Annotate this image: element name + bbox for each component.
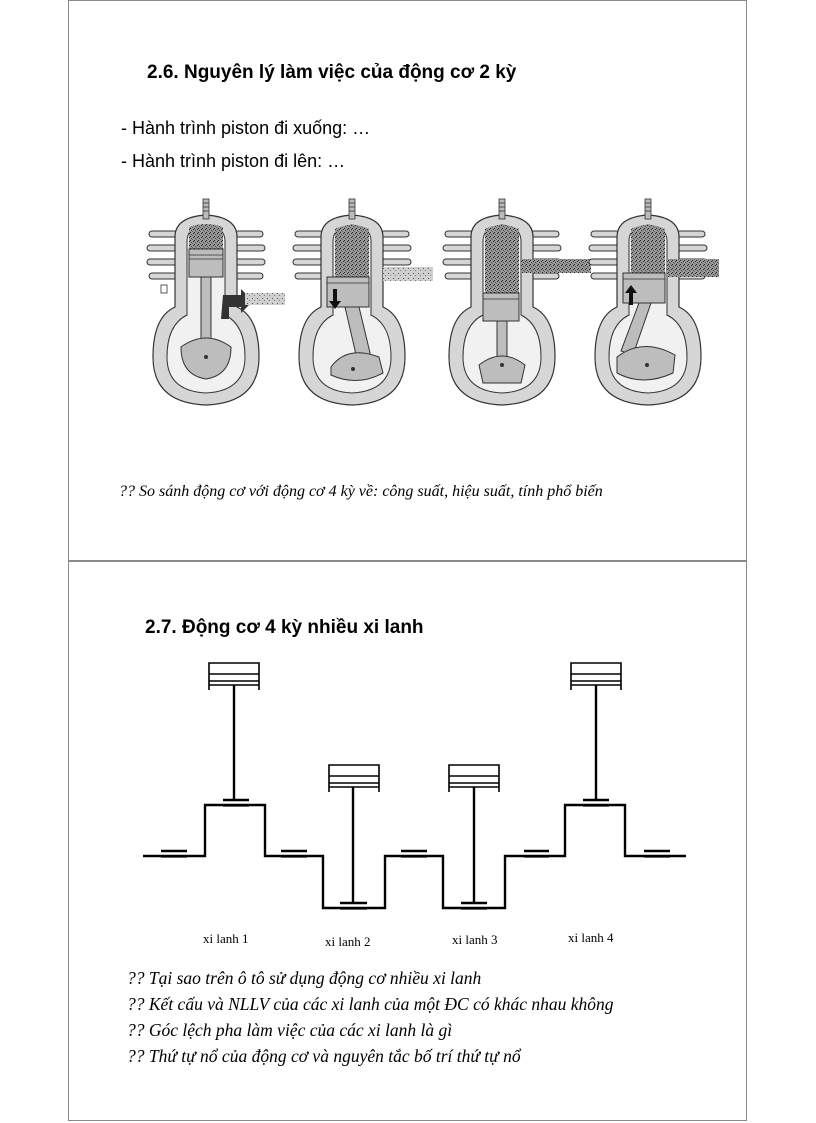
engine-stage-2 [293, 199, 433, 405]
piston-cylinder-4 [571, 663, 621, 800]
question-firing-order: ?? Thứ tự nổ của động cơ và nguyên tắc bố trí thứ tự nổ [127, 1046, 521, 1066]
label-cylinder-2: xi lanh 2 [325, 934, 371, 949]
two-stroke-engine-diagrams [119, 197, 719, 417]
label-cylinder-3: xi lanh 3 [452, 932, 498, 947]
engine-stage-3 [443, 199, 591, 405]
slide-title-multi-cylinder: 2.7. Động cơ 4 kỳ nhiều xi lanh [145, 617, 424, 638]
slide-multi-cylinder [68, 561, 747, 1121]
slide-title-two-stroke: 2.6. Nguyên lý làm việc của động cơ 2 kỳ [147, 62, 517, 83]
slide-two-stroke [68, 0, 747, 561]
question-compare-4-stroke: ?? So sánh động cơ với động cơ 4 kỳ về: công suất, hiệu suất, tính phổ biến [119, 483, 603, 500]
label-cylinder-1: xi lanh 1 [203, 931, 249, 946]
piston-cylinder-3 [449, 765, 499, 903]
bullet-piston-down: - Hành trình piston đi xuống: … [121, 118, 371, 138]
label-cylinder-4: xi lanh 4 [568, 930, 614, 945]
engine-stage-4 [589, 199, 719, 405]
engine-stage-1 [147, 199, 285, 405]
question-why-multi-cylinder: ?? Tại sao trên ô tô sử dụng động cơ nhiều xi lanh [127, 968, 482, 988]
question-structure-differences: ?? Kết cấu và NLLV của các xi lanh của một ĐC có khác nhau không [127, 994, 614, 1014]
question-phase-angle: ?? Góc lệch pha làm việc của các xi lanh là gì [127, 1020, 453, 1040]
bullet-piston-up: - Hành trình piston đi lên: … [121, 151, 346, 171]
piston-cylinder-1 [209, 663, 259, 800]
crankshaft-diagram [69, 652, 748, 922]
piston-cylinder-2 [329, 765, 379, 903]
